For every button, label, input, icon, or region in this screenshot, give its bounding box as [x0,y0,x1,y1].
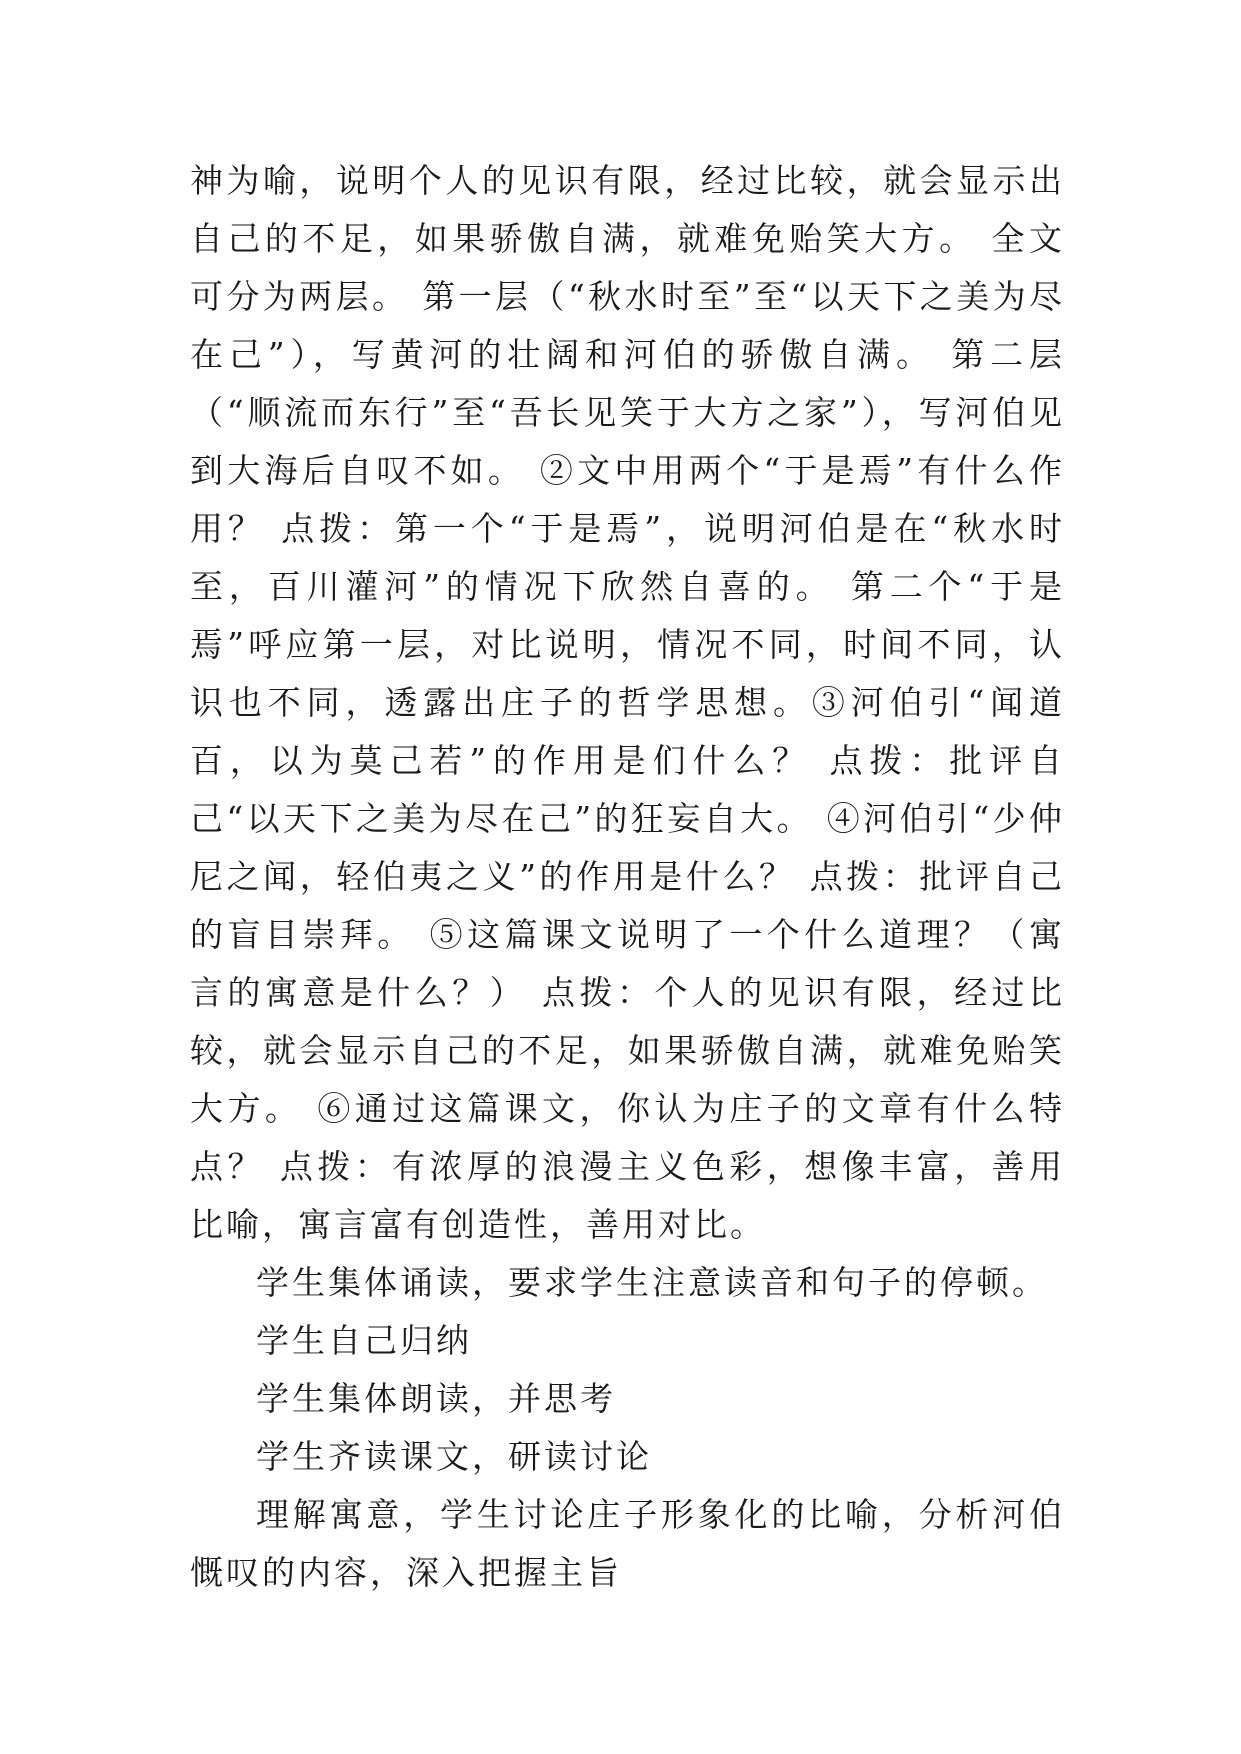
document-body [190,152,1065,1602]
paragraph-recite: 学生集体诵读，要求学生注意读音和句子的停顿。 [256,1263,1048,1302]
paragraph-summarize: 学生自己归纳 [256,1321,472,1360]
paragraph-understand-moral: 理解寓意，学生讨论庄子形象化的比喻，分析河伯慨叹的内容，深入把握主旨 [190,1495,1065,1592]
paragraph-discuss: 学生齐读课文，研读讨论 [256,1437,652,1476]
paragraph-analysis: 神为喻，说明个人的见识有限，经过比较，就会显示出自己的不足，如果骄傲自满，就难免贻笑大方。 全文可分为两层。 第一层（“秋水时至”至“以天下之美为尽在己”），写黄河的壮阔和河伯的骄傲自满。 第二层（“顺流而东行”至“吾长见笑于大方之家”），写河伯见到大海后自叹不如。 ②文中用两个“于是焉”有什么作用？ 点拨：第一个“于是焉”，说明河伯是在“秋水时至，百川灌河”的情况下欣然自喜的。 第二个“于是焉”呼应第一层，对比说明，情况不同，时间不同，认识也不同，透露出庄子的哲学思想。③河伯引“闻道百，以为莫己若”的作用是们什么？ 点拨：批评自己“以天下之美为尽在己”的狂妄自大。 ④河伯引“少仲尼之闻，轻伯夷之义”的作用是什么？ 点拨：批评自己的盲目崇拜。 ⑤这篇课文说明了一个什么道理？（寓言的寓意是什么？） 点拨：个人的见识有限，经过比较，就会显示自己的不足，如果骄傲自满，就难免贻笑大方。 ⑥通过这篇课文，你认为庄子的文章有什么特点？ 点拨：有浓厚的浪漫主义色彩，想像丰富，善用比喻，寓言富有创造性，善用对比。 [190,161,1065,1244]
paragraph-read-aloud: 学生集体朗读，并思考 [256,1379,616,1418]
